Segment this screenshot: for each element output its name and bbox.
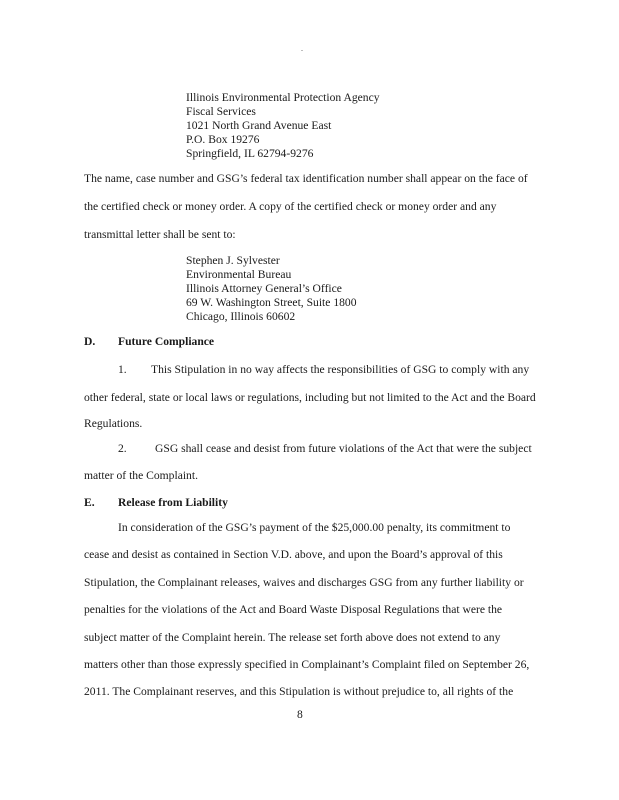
address-2-line-1: Stephen J. Sylvester: [186, 254, 280, 267]
section-d-title: Future Compliance: [118, 335, 215, 348]
address-1-line-4: P.O. Box 19276: [186, 133, 260, 146]
section-d-item-1-line-3: Regulations.: [84, 417, 143, 430]
section-e-title: Release from Liability: [118, 496, 228, 509]
section-e-line-1: In consideration of the GSG’s payment of the $25,000.00 penalty, its commitment to: [118, 521, 511, 534]
section-d-item-2-line-1: GSG shall cease and desist from future violations of the Act that were the subject: [155, 442, 532, 455]
paragraph-1-line-1: The name, case number and GSG’s federal tax identification number shall appear on the face of: [84, 172, 528, 185]
paragraph-1-line-3: transmittal letter shall be sent to:: [84, 228, 236, 241]
address-2-line-2: Environmental Bureau: [186, 268, 292, 281]
address-1-line-3: 1021 North Grand Avenue East: [186, 119, 332, 132]
address-2-line-5: Chicago, Illinois 60602: [186, 310, 296, 323]
address-1-line-5: Springfield, IL 62794-9276: [186, 147, 314, 160]
section-e-line-2: cease and desist as contained in Section V.D. above, and upon the Board’s approval of this: [84, 548, 503, 561]
section-e-line-4: penalties for the violations of the Act and Board Waste Disposal Regulations that were the: [84, 603, 503, 616]
section-d-item-1-number: 1.: [118, 363, 127, 376]
section-d-item-2-line-2: matter of the Complaint.: [84, 469, 198, 482]
address-2-line-4: 69 W. Washington Street, Suite 1800: [186, 296, 357, 309]
section-e-line-3: Stipulation, the Complainant releases, waives and discharges GSG from any further liability or: [84, 576, 524, 589]
section-d-item-1-line-2: other federal, state or local laws or regulations, including but not limited to the Act and the Board: [84, 391, 536, 404]
section-e-line-5: subject matter of the Complaint herein. The release set forth above does not extend to any: [84, 631, 501, 644]
page-mark: .: [301, 44, 303, 53]
address-1-line-2: Fiscal Services: [186, 105, 256, 118]
address-1-line-1: Illinois Environmental Protection Agency: [186, 91, 380, 104]
paragraph-1-line-2: the certified check or money order. A copy of the certified check or money order and any: [84, 200, 497, 213]
section-e-letter: E.: [84, 496, 95, 509]
address-2-line-3: Illinois Attorney General’s Office: [186, 282, 342, 295]
section-e-line-6: matters other than those expressly specified in Complainant’s Complaint filed on September 26,: [84, 658, 530, 671]
section-d-item-1-line-1: This Stipulation in no way affects the responsibilities of GSG to comply with any: [151, 363, 530, 376]
section-e-line-7: 2011. The Complainant reserves, and this Stipulation is without prejudice to, all rights of the: [84, 685, 514, 698]
section-d-item-2-number: 2.: [118, 442, 127, 455]
section-d-letter: D.: [84, 335, 96, 348]
page-number: 8: [297, 708, 303, 721]
